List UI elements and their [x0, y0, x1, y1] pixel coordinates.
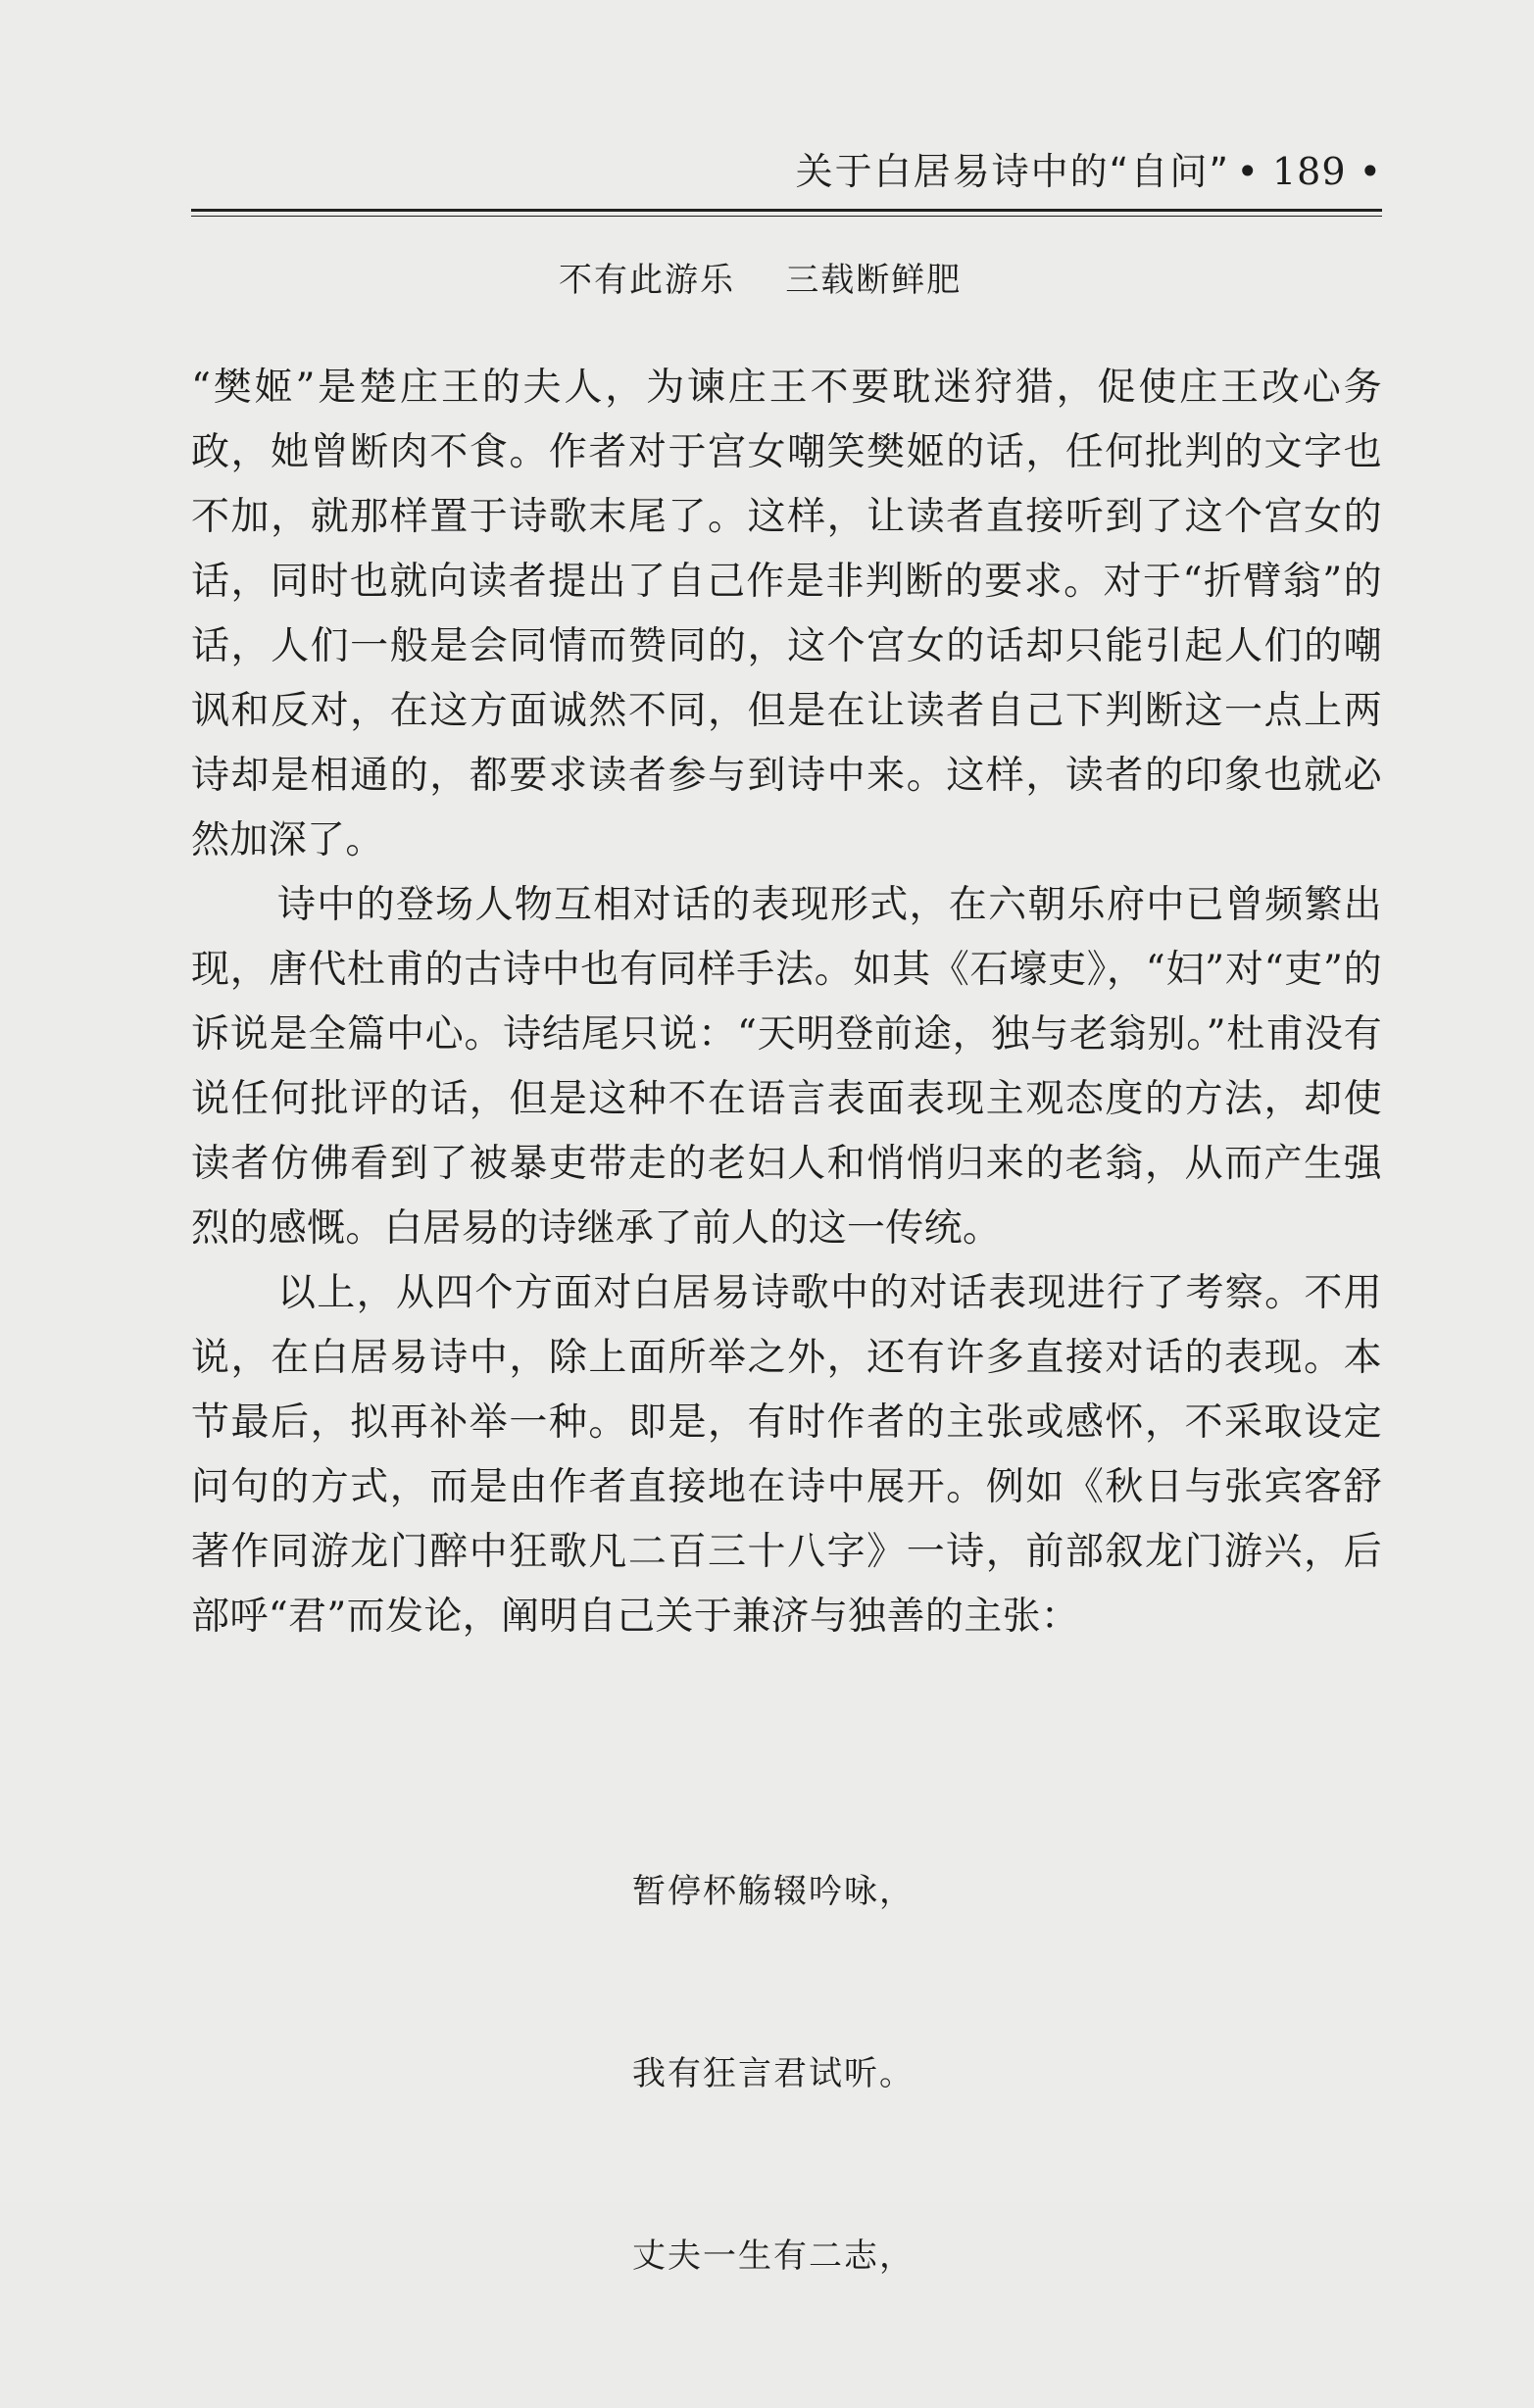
running-title: 关于白居易诗中的“自问” — [795, 150, 1230, 193]
verse-line: 丈夫一生有二志， — [632, 2236, 915, 2276]
body-paragraph: 以上，从四个方面对白居易诗歌中的对话表现进行了考察。不用说，在白居易诗中，除上面所举之外，还有许多直接对话的表现。本节最后，拟再补举一种。即是，有时作者的主张或感怀，不采取设定问句的方式，而是由作者直接地在诗中展开。例如《秋日与张宾客舒著作同游龙门醉中狂歌凡二百三十八字》一诗，前部叙龙门游兴，后部呼“君”而发论，阐明自己关于兼济与独善的主张： — [191, 1271, 1382, 1639]
verse-line: 暂停杯觞辍吟咏， — [632, 1872, 915, 1911]
header-rule-thin — [191, 216, 1382, 217]
verse-line: 我有狂言君试听。 — [632, 2054, 915, 2093]
quoted-verse-block — [632, 1740, 1382, 2408]
page-header — [191, 147, 1382, 206]
page-number: • 189 • — [1236, 150, 1382, 193]
body-paragraph: 诗中的登场人物互相对话的表现形式，在六朝乐府中已曾频繁出现，唐代杜甫的古诗中也有同样手法。如其《石壕吏》，“妇”对“吏”的诉说是全篇中心。诗结尾只说：“天明登前途，独与老翁别。”杜甫没有说任何批评的话，但是这种不在语言表面表现主观态度的方法，却使读者仿佛看到了被暴吏带走的老妇人和悄悄归来的老翁，从而产生强烈的感慨。白居易的诗继承了前人的这一传统。 — [191, 883, 1382, 1251]
quoted-verse-line: 不有此游乐 三载断鲜肥 — [559, 261, 963, 300]
header-rule-thick — [191, 209, 1382, 212]
body-paragraph: “樊姬”是楚庄王的夫人，为谏庄王不要耽迷狩猎，促使庄王改心务政，她曾断肉不食。作者对于宫女嘲笑樊姬的话，任何批判的文字也不加，就那样置于诗歌末尾了。这样，让读者直接听到了这个宫女的话，同时也就向读者提出了自己作是非判断的要求。对于“折臂翁”的话，人们一般是会同情而赞同的，这个宫女的话却只能引起人们的嘲讽和反对，在这方面诚然不同，但是在让读者自己下判断这一点上两诗却是相通的，都要求读者参与到诗中来。这样，读者的印象也就必然加深了。 — [191, 366, 1382, 862]
page-body — [191, 250, 1382, 2408]
